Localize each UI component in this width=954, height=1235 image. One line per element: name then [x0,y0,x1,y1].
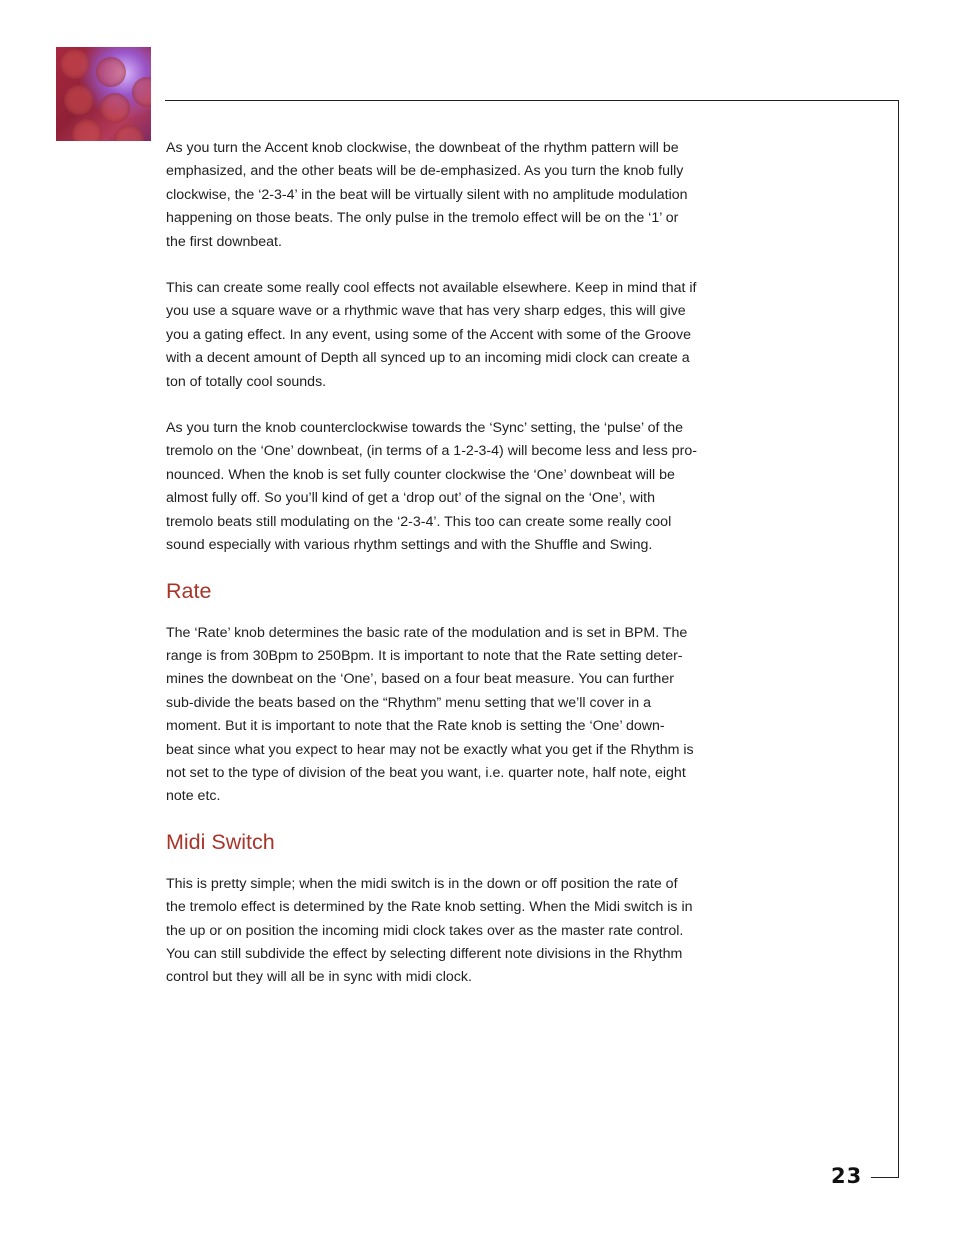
bokeh-dot [132,77,151,107]
body-paragraph-midi-switch: This is pretty simple; when the midi switch is in the down or off position the rate of the tremolo effect is determined by the Rate knob setting. When the Midi switch is in the up or on position the incoming midi clock takes over as the master rate control. You can still subdivide the effect by selecting different note divisions in the Rhythm control but they will all be in sync with midi clock. [166,875,693,986]
bokeh-dot [60,49,90,79]
body-paragraph-counterclockwise: As you turn the knob counterclockwise towards the ‘Sync’ setting, the ‘pulse’ of the tremolo on the ‘One’ downbeat, (in terms of a 1-2-3-4) will become less and less pro- nounced. When the knob is set fully counter clockwise the ‘One’ downbeat will be almost fully off. So you’ll kind of get a ‘drop out’ of the signal on the ‘One’, with tremolo beats still modulating on the ‘2-3-4’. This too can create some really cool sound especially with various rhythm settings and with the Shuffle and Swing. [166,420,697,554]
page-number: 23 [831,1164,863,1188]
page-frame-bottom-rule [871,1177,899,1178]
section-heading-rate: Rate [166,578,212,603]
bokeh-dot [114,125,144,141]
page-frame-right-rule [898,100,899,1178]
page-body [166,137,786,1013]
corner-decorative-image [56,47,151,141]
body-paragraph-cool-effects: This can create some really cool effects not available elsewhere. Keep in mind that if you use a square wave or a rhythmic wave that has very sharp edges, this will give you a gating effect. In any event, using some of the Accent with some of the Groove with a decent amount of Depth all synced up to an incoming midi clock can create a ton of totally cool sounds. [166,280,697,390]
bokeh-dot [64,85,94,115]
bokeh-dot [72,119,102,141]
body-paragraph-accent-clockwise: As you turn the Accent knob clockwise, the downbeat of the rhythm pattern will be emphasized, and the other beats will be de-emphasized. As you turn the knob fully clockwise, the ‘2-3-4’ in the beat will be virtually silent with no amplitude modulation happening on those beats. The only pulse in the tremolo effect will be on the ‘1’ or the first downbeat. [166,140,688,250]
page-frame-top-rule [165,100,899,101]
body-paragraph-rate: The ‘Rate’ knob determines the basic rate of the modulation and is set in BPM. The range is from 30Bpm to 250Bpm. It is important to note that the Rate setting deter- mines the downbeat on the ‘One’, based on a four beat measure. You can further sub-divide the beats based on the “Rhythm” menu setting that we’ll cover in a moment. But it is important to note that the Rate knob is setting the ‘One’ down- beat since what you expect to hear may not be exactly what you get if the Rhythm is not set to the type of division of the beat you want, i.e. quarter note, half note, eight note etc. [166,624,694,805]
bokeh-dot [96,57,126,87]
bokeh-dot [100,93,130,123]
section-heading-midi-switch: Midi Switch [166,829,275,854]
